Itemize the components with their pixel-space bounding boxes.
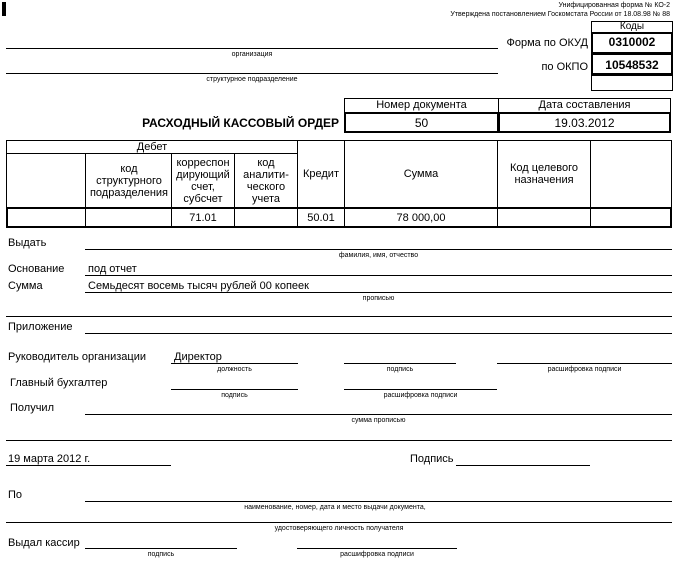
date-text: 19 марта 2012 г. [8,453,91,465]
received-hint: сумма прописью [351,417,406,424]
sum-label: Сумма [8,280,43,292]
doc-date: 19.03.2012 [554,116,615,130]
chief-label: Главный бухгалтер [10,377,108,389]
org-line [6,48,498,49]
basis-label: Основание [8,263,65,275]
head-decode-hint: расшифровка подписи [547,366,622,373]
chief-signature-line [171,389,298,390]
corner-marker [2,2,6,16]
head-value: Директор [174,351,222,363]
okud-label: Форма по ОКУД [506,37,588,49]
head-decode-line [497,363,672,364]
chief-signature-hint: подпись [221,392,248,399]
row-credit: 50.01 [307,211,335,224]
attach-line [85,333,672,334]
col-purpose-code: Код целевого назначения [510,162,578,186]
col-struct-unit: код структурного подразделения [89,163,169,199]
issue-label: Выдать [8,237,47,249]
received-line-2 [6,440,672,441]
by-label: По [8,489,23,501]
head-position-line [171,363,298,364]
form-line-1: Унифицированная форма № КО-2 [558,2,670,9]
basis-line [85,275,672,276]
dept-line [6,73,498,74]
chief-decode-hint: расшифровка подписи [383,392,458,399]
col-corr-account: корреспон дирующий счет, субсчет [176,157,230,205]
num-header: Номер документа [376,99,467,111]
cashier-signature-hint: подпись [147,551,175,558]
extra-code-box [591,75,673,91]
sum-line [85,292,672,293]
by-line [85,501,672,502]
chief-decode-line [344,389,497,390]
col-analytic-code: код аналити- ческого учета [243,157,289,205]
issue-hint: фамилия, имя, отчество [338,252,419,259]
sum-value: Семьдесят восемь тысяч рублей 00 копеек [88,280,309,292]
by-hint: наименование, номер, дата и место выдачи документа, [244,504,426,511]
col-credit: Кредит [302,168,339,180]
cashier-label: Выдал кассир [8,537,80,549]
by-hint-2: удостоверяющего личность получателя [274,525,404,532]
basis-value: под отчет [88,263,137,275]
cashier-decode-hint: расшифровка подписи [340,551,414,558]
codes-label: Коды [619,21,645,32]
doc-title: РАСХОДНЫЙ КАССОВЫЙ ОРДЕР [142,116,339,130]
debit-label: Дебет [136,141,168,153]
doc-number: 50 [414,116,429,130]
sum-hint: прописью [362,295,395,302]
head-signature-line [344,363,456,364]
attach-label: Приложение [8,321,73,333]
cashier-signature-line [85,548,237,549]
form-line-2: Утверждена постановлением Госкомстата России от 18.08.98 № 88 [450,11,670,18]
received-label: Получил [10,402,54,414]
row-sum: 78 000,00 [396,211,446,224]
date-line [6,465,171,466]
sum-line-2 [6,316,672,317]
org-hint: организация [231,51,273,58]
issue-line [85,249,672,250]
head-signature-hint: подпись [386,366,414,373]
sign-label: Подпись [410,453,454,465]
head-position-hint: должность [217,366,252,373]
okud-value: 0310002 [608,35,656,49]
dept-hint: структурное подразделение [206,76,298,83]
by-line-2 [6,522,672,523]
okpo-value: 10548532 [605,58,659,72]
row-corr-account: 71.01 [189,211,217,224]
okpo-label: по ОКПО [541,61,588,73]
received-line [85,414,672,415]
cashier-decode-line [297,548,457,549]
sign-line [456,465,590,466]
date-header: Дата составления [538,99,631,111]
col-sum: Сумма [403,168,439,180]
head-label: Руководитель организации [8,351,147,363]
